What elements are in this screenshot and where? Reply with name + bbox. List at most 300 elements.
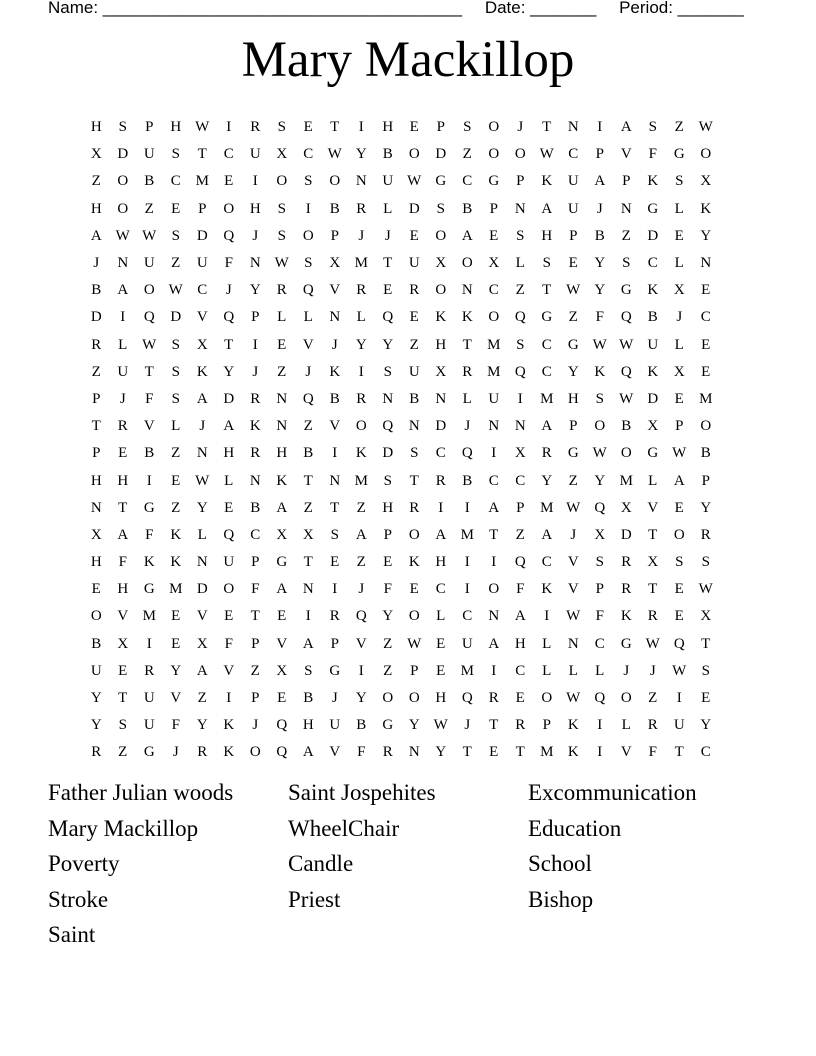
grid-letter: C: [303, 146, 314, 163]
grid-letter: E: [674, 390, 684, 407]
grid-letter: K: [223, 744, 235, 761]
grid-letter: O: [117, 173, 129, 190]
grid-letter: P: [251, 554, 260, 571]
grid-letter: I: [358, 363, 364, 380]
grid-letter: L: [462, 390, 472, 407]
grid-letter: R: [276, 282, 287, 299]
grid-letter: K: [647, 173, 659, 190]
grid-letter: Y: [700, 227, 712, 244]
date-field-label: Date: _______: [484, 0, 597, 17]
grid-letter: R: [621, 581, 632, 598]
grid-letter: I: [252, 336, 258, 353]
grid-letter: U: [143, 146, 155, 163]
grid-letter: J: [358, 227, 365, 244]
grid-letter: E: [436, 662, 446, 679]
grid-letter: I: [332, 581, 338, 598]
grid-letter: D: [647, 390, 659, 407]
grid-letter: J: [676, 309, 683, 326]
grid-letter: U: [382, 173, 394, 190]
grid-letter: A: [90, 227, 102, 244]
grid-letter: O: [488, 581, 500, 598]
grid-row: [83, 522, 719, 549]
grid-letter: M: [487, 363, 501, 380]
grid-letter: U: [567, 200, 579, 217]
grid-letter: A: [302, 744, 314, 761]
grid-letter: I: [597, 119, 603, 136]
grid-letter: O: [329, 173, 341, 190]
grid-letter: E: [224, 173, 234, 190]
grid-letter: Q: [594, 690, 606, 707]
grid-letter: Y: [408, 717, 420, 734]
grid-letter: R: [144, 662, 155, 679]
grid-letter: O: [117, 200, 129, 217]
grid-letter: K: [594, 363, 606, 380]
grid-letter: O: [435, 282, 447, 299]
grid-letter: U: [117, 363, 129, 380]
grid-letter: E: [171, 472, 181, 489]
grid-letter: R: [250, 119, 261, 136]
grid-letter: N: [514, 200, 526, 217]
grid-row: [83, 495, 719, 522]
grid-letter: R: [541, 445, 552, 462]
grid-letter: L: [674, 336, 684, 353]
grid-letter: P: [92, 445, 101, 462]
grid-letter: W: [274, 255, 289, 272]
grid-letter: C: [170, 173, 181, 190]
grid-letter: P: [145, 119, 154, 136]
grid-letter: P: [595, 581, 604, 598]
grid-letter: A: [276, 581, 288, 598]
grid-letter: W: [327, 146, 342, 163]
grid-letter: E: [674, 499, 684, 516]
grid-letter: K: [620, 608, 632, 625]
grid-letter: R: [197, 744, 208, 761]
grid-letter: U: [408, 255, 420, 272]
grid-row: [83, 386, 719, 413]
grid-letter: F: [171, 717, 180, 734]
grid-letter: X: [329, 255, 341, 272]
grid-row: [83, 467, 719, 494]
grid-letter: O: [700, 146, 712, 163]
grid-letter: B: [91, 282, 102, 299]
grid-letter: Q: [223, 227, 235, 244]
grid-letter: L: [277, 309, 287, 326]
grid-letter: Z: [118, 744, 128, 761]
grid-letter: A: [196, 390, 208, 407]
grid-letter: Y: [594, 472, 606, 489]
grid-letter: E: [701, 363, 711, 380]
grid-letter: D: [170, 309, 182, 326]
grid-letter: V: [302, 336, 314, 353]
grid-letter: P: [198, 200, 207, 217]
grid-letter: B: [329, 200, 340, 217]
grid-letter: C: [488, 282, 499, 299]
grid-letter: T: [674, 744, 684, 761]
grid-letter: N: [196, 554, 208, 571]
grid-letter: Y: [196, 717, 208, 734]
grid-letter: C: [197, 282, 208, 299]
grid-letter: J: [464, 418, 471, 435]
grid-letter: V: [117, 608, 129, 625]
grid-letter: E: [409, 119, 419, 136]
grid-letter: I: [226, 119, 232, 136]
grid-letter: E: [171, 608, 181, 625]
grid-letter: S: [171, 390, 180, 407]
grid-row: [83, 631, 719, 658]
grid-letter: M: [169, 581, 183, 598]
grid-letter: S: [277, 200, 286, 217]
grid-letter: A: [541, 418, 553, 435]
grid-letter: S: [463, 119, 472, 136]
grid-letter: K: [435, 309, 447, 326]
grid-letter: E: [224, 499, 234, 516]
grid-letter: S: [675, 554, 684, 571]
grid-letter: X: [647, 418, 659, 435]
grid-letter: O: [143, 282, 155, 299]
grid-letter: S: [277, 227, 286, 244]
grid-letter: T: [648, 526, 658, 543]
grid-letter: L: [542, 635, 552, 652]
grid-letter: Z: [383, 635, 393, 652]
grid-letter: R: [488, 690, 499, 707]
grid-letter: H: [382, 119, 394, 136]
grid-letter: E: [409, 227, 419, 244]
grid-letter: C: [594, 635, 605, 652]
grid-letter: J: [225, 282, 232, 299]
grid-letter: H: [90, 554, 102, 571]
grid-letter: B: [329, 390, 340, 407]
grid-letter: T: [489, 717, 499, 734]
grid-letter: Q: [461, 445, 473, 462]
grid-letter: F: [595, 309, 604, 326]
grid-letter: B: [356, 717, 367, 734]
grid-letter: O: [355, 418, 367, 435]
grid-letter: U: [249, 146, 261, 163]
grid-letter: Y: [435, 744, 447, 761]
grid-letter: P: [92, 390, 101, 407]
grid-letter: H: [90, 200, 102, 217]
grid-letter: C: [435, 581, 446, 598]
grid-letter: L: [648, 472, 658, 489]
grid-letter: R: [91, 744, 102, 761]
grid-letter: O: [435, 227, 447, 244]
grid-letter: S: [171, 363, 180, 380]
grid-letter: O: [620, 445, 632, 462]
grid-letter: U: [90, 662, 102, 679]
grid-letter: H: [249, 200, 261, 217]
grid-letter: M: [487, 336, 501, 353]
grid-letter: C: [435, 445, 446, 462]
grid-letter: P: [622, 173, 631, 190]
grid-letter: L: [436, 608, 446, 625]
grid-letter: A: [276, 499, 288, 516]
grid-letter: E: [436, 635, 446, 652]
grid-letter: I: [305, 608, 311, 625]
grid-letter: J: [331, 336, 338, 353]
grid-letter: O: [514, 146, 526, 163]
grid-letter: N: [355, 173, 367, 190]
grid-letter: C: [541, 336, 552, 353]
grid-letter: H: [302, 717, 314, 734]
grid-letter: F: [251, 581, 260, 598]
grid-letter: H: [435, 690, 447, 707]
grid-letter: S: [648, 119, 657, 136]
grid-letter: D: [435, 418, 447, 435]
grid-letter: M: [540, 744, 554, 761]
grid-letter: O: [700, 418, 712, 435]
grid-letter: F: [648, 744, 657, 761]
grid-letter: Y: [594, 282, 606, 299]
grid-row: [83, 277, 719, 304]
grid-letter: G: [567, 445, 579, 462]
grid-letter: S: [330, 526, 339, 543]
grid-letter: X: [435, 363, 447, 380]
grid-row: [83, 739, 719, 766]
grid-letter: J: [199, 418, 206, 435]
grid-letter: W: [672, 662, 687, 679]
grid-letter: A: [673, 472, 685, 489]
grid-letter: S: [516, 336, 525, 353]
grid-letter: S: [171, 227, 180, 244]
grid-letter: R: [700, 526, 711, 543]
grid-letter: O: [382, 690, 394, 707]
grid-letter: S: [516, 227, 525, 244]
grid-letter: V: [647, 499, 659, 516]
grid-letter: X: [673, 363, 685, 380]
grid-letter: F: [595, 608, 604, 625]
grid-letter: L: [197, 526, 207, 543]
grid-letter: N: [90, 499, 102, 516]
grid-letter: C: [700, 309, 711, 326]
grid-letter: R: [250, 445, 261, 462]
grid-row: [83, 549, 719, 576]
grid-letter: Q: [594, 499, 606, 516]
grid-letter: Q: [223, 526, 235, 543]
grid-letter: O: [461, 255, 473, 272]
grid-letter: R: [435, 472, 446, 489]
grid-letter: J: [596, 200, 603, 217]
grid-letter: T: [515, 744, 525, 761]
grid-letter: O: [488, 119, 500, 136]
grid-letter: W: [195, 119, 210, 136]
grid-letter: A: [302, 635, 314, 652]
grid-letter: P: [251, 635, 260, 652]
grid-letter: T: [144, 363, 154, 380]
grid-row: [83, 250, 719, 277]
grid-letter: T: [542, 119, 552, 136]
grid-letter: Z: [648, 690, 658, 707]
grid-letter: R: [356, 390, 367, 407]
grid-letter: F: [648, 146, 657, 163]
grid-letter: V: [329, 418, 341, 435]
grid-letter: C: [700, 744, 711, 761]
grid-letter: Z: [515, 526, 525, 543]
grid-letter: O: [408, 608, 420, 625]
grid-letter: I: [305, 200, 311, 217]
grid-letter: S: [675, 173, 684, 190]
grid-letter: M: [460, 662, 474, 679]
word-bank-item: Poverty: [48, 851, 120, 877]
grid-letter: V: [567, 581, 579, 598]
grid-letter: S: [118, 119, 127, 136]
grid-letter: W: [672, 445, 687, 462]
grid-letter: Z: [409, 336, 419, 353]
grid-letter: Q: [276, 717, 288, 734]
grid-letter: C: [541, 363, 552, 380]
grid-letter: V: [620, 146, 632, 163]
grid-letter: W: [539, 146, 554, 163]
grid-letter: Q: [355, 608, 367, 625]
grid-letter: I: [544, 608, 550, 625]
grid-letter: B: [594, 227, 605, 244]
grid-letter: M: [619, 472, 633, 489]
grid-letter: N: [488, 418, 500, 435]
grid-letter: Q: [461, 690, 473, 707]
grid-letter: J: [119, 390, 126, 407]
grid-letter: Y: [541, 472, 553, 489]
grid-row: [83, 413, 719, 440]
grid-letter: P: [542, 717, 551, 734]
grid-letter: I: [676, 690, 682, 707]
grid-letter: N: [435, 390, 447, 407]
grid-letter: E: [568, 255, 578, 272]
grid-letter: S: [383, 472, 392, 489]
grid-letter: E: [515, 690, 525, 707]
grid-letter: Z: [144, 200, 154, 217]
grid-letter: I: [597, 744, 603, 761]
grid-letter: D: [408, 200, 420, 217]
grid-row: [83, 114, 719, 141]
grid-letter: I: [358, 119, 364, 136]
grid-letter: O: [488, 146, 500, 163]
grid-letter: R: [409, 282, 420, 299]
grid-letter: G: [541, 309, 553, 326]
grid-letter: Y: [382, 336, 394, 353]
grid-letter: M: [699, 390, 713, 407]
grid-letter: J: [623, 662, 630, 679]
grid-letter: X: [196, 336, 208, 353]
grid-letter: G: [143, 581, 155, 598]
grid-letter: E: [383, 282, 393, 299]
grid-letter: E: [674, 581, 684, 598]
grid-letter: G: [382, 717, 394, 734]
grid-letter: T: [383, 255, 393, 272]
grid-letter: V: [143, 418, 155, 435]
grid-letter: Q: [514, 309, 526, 326]
grid-letter: C: [541, 554, 552, 571]
grid-letter: M: [354, 472, 368, 489]
grid-letter: T: [409, 472, 419, 489]
grid-letter: C: [515, 472, 526, 489]
grid-letter: A: [117, 526, 129, 543]
grid-letter: P: [516, 499, 525, 516]
grid-letter: M: [354, 255, 368, 272]
grid-letter: Y: [90, 690, 102, 707]
word-bank-item: Bishop: [528, 886, 594, 912]
grid-letter: X: [673, 282, 685, 299]
grid-letter: W: [168, 282, 183, 299]
grid-letter: Q: [143, 309, 155, 326]
grid-letter: E: [674, 608, 684, 625]
grid-letter: Y: [382, 608, 394, 625]
grid-letter: R: [515, 717, 526, 734]
grid-letter: I: [358, 662, 364, 679]
page-title: Mary Mackillop: [241, 32, 575, 88]
grid-letter: Q: [514, 363, 526, 380]
grid-letter: H: [541, 227, 553, 244]
grid-letter: W: [142, 227, 157, 244]
grid-letter: B: [700, 445, 711, 462]
grid-letter: L: [542, 662, 552, 679]
grid-letter: U: [143, 690, 155, 707]
grid-letter: K: [647, 363, 659, 380]
grid-letter: K: [355, 445, 367, 462]
grid-letter: T: [303, 472, 313, 489]
grid-letter: B: [303, 445, 314, 462]
grid-letter: A: [541, 200, 553, 217]
grid-letter: E: [171, 635, 181, 652]
grid-letter: Z: [91, 363, 101, 380]
grid-letter: S: [118, 717, 127, 734]
grid-letter: N: [567, 635, 579, 652]
grid-letter: R: [462, 363, 473, 380]
grid-letter: R: [409, 499, 420, 516]
grid-letter: Y: [355, 146, 367, 163]
grid-letter: F: [118, 554, 127, 571]
grid-letter: N: [329, 309, 341, 326]
grid-letter: U: [488, 390, 500, 407]
grid-letter: E: [91, 581, 101, 598]
grid-letter: W: [407, 635, 422, 652]
grid-letter: O: [276, 173, 288, 190]
grid-letter: Z: [197, 690, 207, 707]
grid-letter: T: [118, 690, 128, 707]
grid-letter: Q: [620, 363, 632, 380]
grid-letter: D: [382, 445, 394, 462]
word-bank-item: Excommunication: [528, 780, 697, 805]
grid-letter: J: [252, 717, 259, 734]
grid-letter: T: [197, 146, 207, 163]
grid-letter: T: [330, 119, 340, 136]
grid-letter: E: [701, 336, 711, 353]
grid-letter: X: [700, 608, 712, 625]
grid-letter: V: [196, 309, 208, 326]
grid-letter: O: [223, 200, 235, 217]
grid-letter: E: [383, 554, 393, 571]
grid-letter: Y: [594, 255, 606, 272]
grid-letter: W: [645, 635, 660, 652]
grid-letter: C: [515, 662, 526, 679]
grid-letter: M: [142, 608, 156, 625]
word-bank: [48, 780, 768, 958]
grid-letter: H: [435, 554, 447, 571]
grid-letter: H: [435, 336, 447, 353]
grid-letter: Q: [276, 744, 288, 761]
grid-letter: A: [223, 418, 235, 435]
grid-letter: K: [143, 554, 155, 571]
grid-letter: O: [620, 690, 632, 707]
word-bank-item: Priest: [288, 886, 341, 912]
grid-letter: S: [595, 554, 604, 571]
grid-letter: Z: [303, 418, 313, 435]
grid-letter: H: [514, 635, 526, 652]
grid-letter: Z: [171, 255, 181, 272]
name-field-label: Name: ______________________________________: [48, 0, 463, 17]
grid-letter: H: [90, 472, 102, 489]
grid-letter: R: [250, 390, 261, 407]
grid-letter: H: [223, 445, 235, 462]
grid-letter: C: [462, 608, 473, 625]
